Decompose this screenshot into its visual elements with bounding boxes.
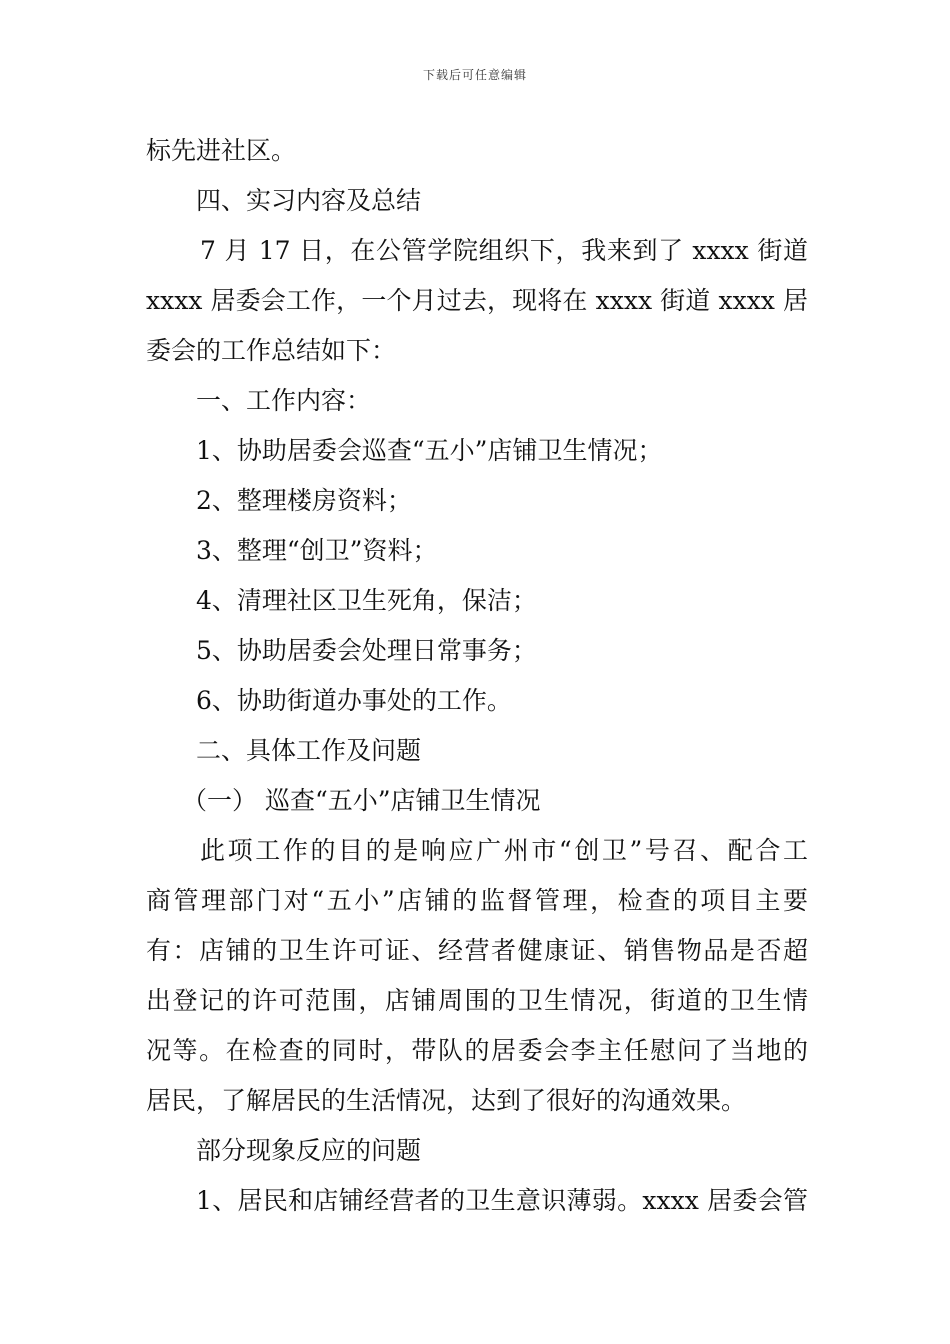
document-body [146, 126, 808, 1226]
text-line: 标先进社区。 [146, 136, 297, 165]
text-line: 有：店铺的卫生许可证、经营者健康证、销售物品是否超 [146, 936, 808, 965]
text-line: 商管理部门对“五小”店铺的监督管理，检查的项目主要 [146, 886, 808, 915]
section-heading: 部分现象反应的问题 [196, 1136, 422, 1165]
text-line: 7 月 17 日，在公管学院组织下，我来到了 xxxx 街道 [200, 236, 808, 265]
list-item: 1、协助居委会巡查“五小”店铺卫生情况； [196, 436, 663, 465]
list-item: 6、协助街道办事处的工作。 [196, 686, 512, 715]
list-item: 4、清理社区卫生死角，保洁； [196, 586, 537, 615]
section-heading: 二、具体工作及问题 [196, 736, 422, 765]
section-heading: 一、工作内容： [196, 386, 372, 415]
list-item: 2、整理楼房资料； [196, 486, 412, 515]
page-header: 下载后可任意编辑 [422, 68, 527, 82]
text-line: 况等。在检查的同时，带队的居委会李主任慰问了当地的 [146, 1036, 808, 1065]
subsection-heading: （一） 巡查“五小”店铺卫生情况 [182, 786, 541, 815]
list-item: 3、整理“创卫”资料； [196, 536, 438, 565]
text-line: 居民，了解居民的生活情况，达到了很好的沟通效果。 [146, 1086, 747, 1115]
text-line: xxxx 居委会工作，一个月过去，现将在 xxxx 街道 xxxx 居 [146, 286, 808, 315]
list-item: 1、居民和店铺经营者的卫生意识薄弱。xxxx 居委会管 [196, 1186, 808, 1215]
section-heading: 四、实习内容及总结 [196, 186, 422, 215]
text-line: 委会的工作总结如下： [146, 336, 397, 365]
text-line: 此项工作的目的是响应广州市“创卫”号召、配合工 [200, 836, 808, 865]
list-item: 5、协助居委会处理日常事务； [196, 636, 537, 665]
text-line: 出登记的许可范围，店铺周围的卫生情况，街道的卫生情 [146, 986, 808, 1015]
